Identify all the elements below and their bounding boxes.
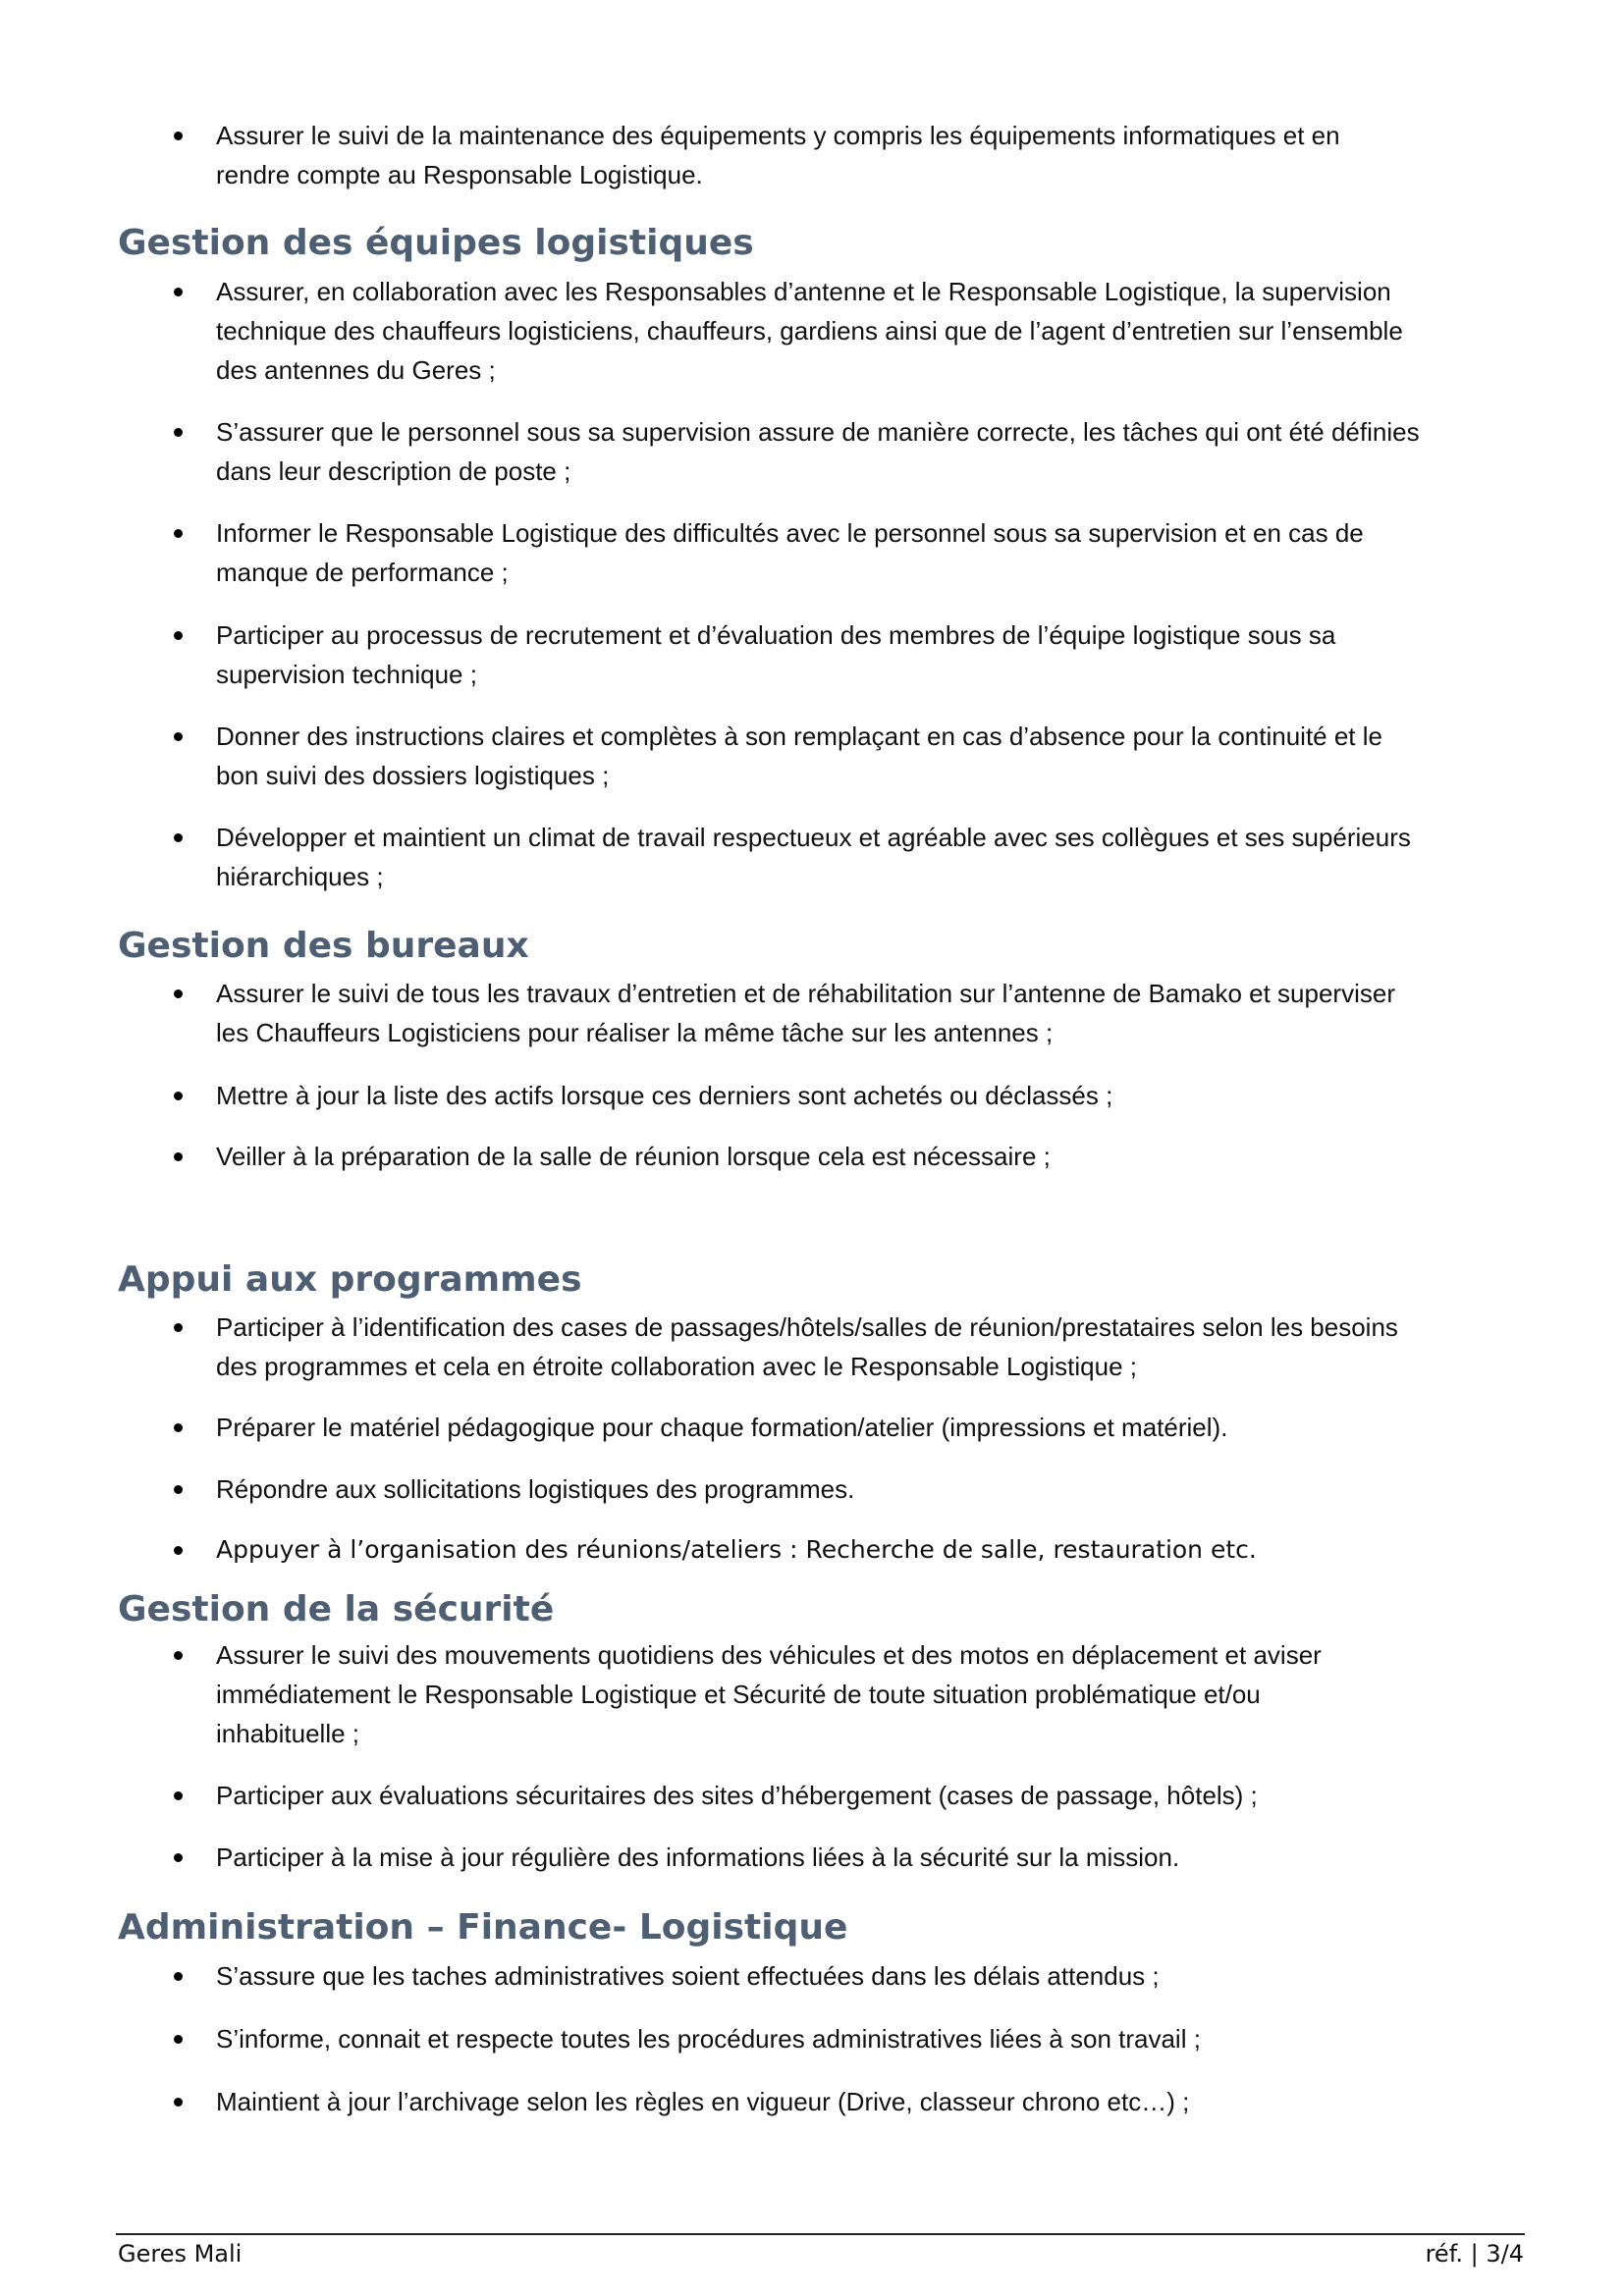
bullet-icon	[174, 631, 183, 640]
list-item: Assurer le suivi des mouvements quotidiens des véhicules et des motos en déplacement et aviser immédiatement le Responsable Logistique et Sécurité de toute situation problématique et/ou inhabituelle ;	[216, 1635, 1522, 1753]
list-item: Participer aux évaluations sécuritaires des sites d’hébergement (cases de passage, hôtels) ;	[216, 1776, 1522, 1815]
list-item: Maintient à jour l’archivage selon les règles en vigueur (Drive, classeur chrono etc…) ;	[216, 2082, 1522, 2121]
list-item: S’assurer que le personnel sous sa supervision assure de manière correcte, les tâches qui ont été définies dans leur description de poste ;	[216, 412, 1522, 491]
list-item: Préparer le matériel pédagogique pour chaque formation/atelier (impressions et matériel).	[216, 1408, 1522, 1447]
footer-organization: Geres Mali	[118, 2240, 243, 2268]
footer-divider	[116, 2233, 1525, 2235]
section-title-gestion-bureaux: Gestion des bureaux	[118, 926, 529, 966]
bullet-icon	[174, 2035, 183, 2044]
bullet-icon	[174, 428, 183, 437]
bullet-icon	[174, 1323, 183, 1332]
bullet-icon	[174, 732, 183, 741]
bullet-icon	[174, 1791, 183, 1800]
bullet-icon	[174, 833, 183, 842]
list-item: Assurer, en collaboration avec les Responsables d’antenne et le Responsable Logistique, la supervision technique des chauffeurs logisticiens, chauffeurs, gardiens ainsi que de l’agent d’entretien sur l’ensemble des antennes du Geres ;	[216, 272, 1522, 390]
bullet-icon	[174, 1485, 183, 1494]
list-item: Donner des instructions claires et complètes à son remplaçant en cas d’absence pour la continuité et le bon suivi des dossiers logistiques ;	[216, 717, 1522, 795]
bullet-icon	[174, 2098, 183, 2107]
bullet-icon	[174, 132, 183, 140]
bullet-icon	[174, 529, 183, 538]
list-item: Appuyer à l’organisation des réunions/ateliers : Recherche de salle, restauration etc.	[216, 1530, 1522, 1570]
bullet-icon	[174, 1546, 183, 1555]
bullet-icon	[174, 989, 183, 998]
list-item: Veiller à la préparation de la salle de réunion lorsque cela est nécessaire ;	[216, 1137, 1522, 1176]
section-title-gestion-securite: Gestion de la sécurité	[118, 1589, 555, 1629]
list-item: Participer au processus de recrutement et d’évaluation des membres de l’équipe logistique sous sa supervision technique ;	[216, 615, 1522, 694]
bullet-icon	[174, 1972, 183, 1981]
list-item: S’informe, connait et respecte toutes les procédures administratives liées à son travail ;	[216, 2019, 1522, 2058]
bullet-icon	[174, 1651, 183, 1660]
bullet-icon	[174, 1423, 183, 1432]
bullet-icon	[174, 1092, 183, 1100]
list-item: Participer à la mise à jour régulière des informations liées à la sécurité sur la mission.	[216, 1838, 1522, 1877]
list-item: Participer à l’identification des cases de passages/hôtels/salles de réunion/prestataires selon les besoins des programmes et cela en étroite collaboration avec le Responsable Logistique ;	[216, 1308, 1522, 1386]
list-item: Développer et maintient un climat de travail respectueux et agréable avec ses collègues et ses supérieurs hiérarchiques ;	[216, 818, 1522, 896]
bullet-icon	[174, 288, 183, 296]
list-item: Répondre aux sollicitations logistiques des programmes.	[216, 1469, 1522, 1509]
section-title-administration: Administration – Finance- Logistique	[118, 1907, 848, 1948]
list-item: Informer le Responsable Logistique des difficultés avec le personnel sous sa supervision et en cas de manque de performance ;	[216, 513, 1522, 592]
list-item: Mettre à jour la liste des actifs lorsque ces derniers sont achetés ou déclassés ;	[216, 1076, 1522, 1115]
bullet-icon	[174, 1853, 183, 1862]
list-item: Assurer le suivi de tous les travaux d’entretien et de réhabilitation sur l’antenne de Bamako et superviser les Chauffeurs Logisticiens pour réaliser la même tâche sur les antennes ;	[216, 974, 1522, 1052]
section-title-appui-programmes: Appui aux programmes	[118, 1259, 582, 1300]
list-item: Assurer le suivi de la maintenance des équipements y compris les équipements informatiques et en rendre compte au Responsable Logistique.	[216, 116, 1522, 194]
footer-page-reference: réf. | 3/4	[1425, 2240, 1524, 2268]
bullet-icon	[174, 1152, 183, 1161]
section-title-gestion-equipes: Gestion des équipes logistiques	[118, 223, 754, 263]
list-item: S’assure que les taches administratives soient effectuées dans les délais attendus ;	[216, 1956, 1522, 1996]
